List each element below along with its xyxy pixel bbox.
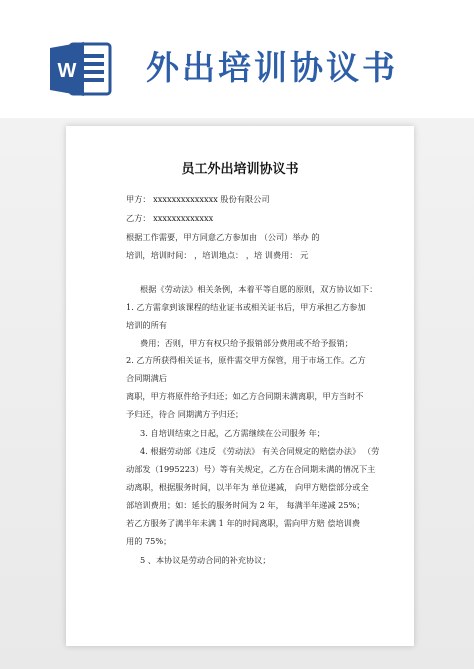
party-a-line: 甲方： xxxxxxxxxxxxxx 股份有限公司 xyxy=(126,194,270,204)
header-banner xyxy=(0,0,474,120)
document-line: 予归还，待合 同期满方予归还； xyxy=(126,409,244,419)
clause-2-line: 2. 乙方所获得相关证书，原件需交甲方保管，用于市场工作。乙方 xyxy=(126,355,366,365)
svg-text:W: W xyxy=(57,60,77,82)
party-b-line: 乙方： xxxxxxxxxxxxx xyxy=(126,213,214,223)
document-line: 动离职，根据服务时间，以半年为 单位递减， 向甲方赔偿部分或全 xyxy=(126,482,369,492)
document-line: 动部发（1995223）号）等有关规定，乙方在合同期未满的情况下主 xyxy=(126,464,376,474)
document-line: 部培训费用；如：延长的服务时间为 2 年， 每满半年递减 25%； xyxy=(126,500,365,510)
document-title: 员工外出培训协议书 xyxy=(181,162,299,177)
clause-4-line: 4. 根据劳动部《违反 《劳动法》 有关合同规定的赔偿办法》 （劳 xyxy=(140,446,380,456)
document-line: 根据工作需要，甲方同意乙方参加由 （公司）举办 的 xyxy=(126,232,320,242)
clause-1-line: 1. 乙方需拿到该课程的结业证书或相关证书后，甲方承担乙方参加 xyxy=(126,302,366,312)
document-page xyxy=(66,126,414,646)
document-line: 费用；否则，甲方有权只给予报销部分费用或不给予报销； xyxy=(140,338,353,348)
document-line: 培训的所有 xyxy=(126,320,167,330)
clause-3-line: 3. 自培训结束之日起，乙方需继续在公司服务 年； xyxy=(140,428,325,438)
document-line: 离职，甲方将原件给予归还；如乙方合同期未满离职，甲方当时不 xyxy=(126,391,364,401)
document-line: 用的 75%； xyxy=(126,536,172,546)
document-line: 根据《劳动法》相关条例，本着平等自愿的原则，双方协议如下： xyxy=(140,284,378,294)
document-line: 培训，培训时间： ，培训地点： ，培 训费用： 元 xyxy=(126,250,309,260)
document-line: 合同期满后 xyxy=(126,373,167,383)
document-line: 若乙方服务了满半年未满 1 年的时间离职，需向甲方赔 偿培训费 xyxy=(126,518,361,528)
header-title: 外出培训协议书 xyxy=(146,48,398,87)
word-icon xyxy=(50,40,112,98)
clause-5-line: 5 、本协议是劳动合同的补充协议； xyxy=(140,555,271,565)
